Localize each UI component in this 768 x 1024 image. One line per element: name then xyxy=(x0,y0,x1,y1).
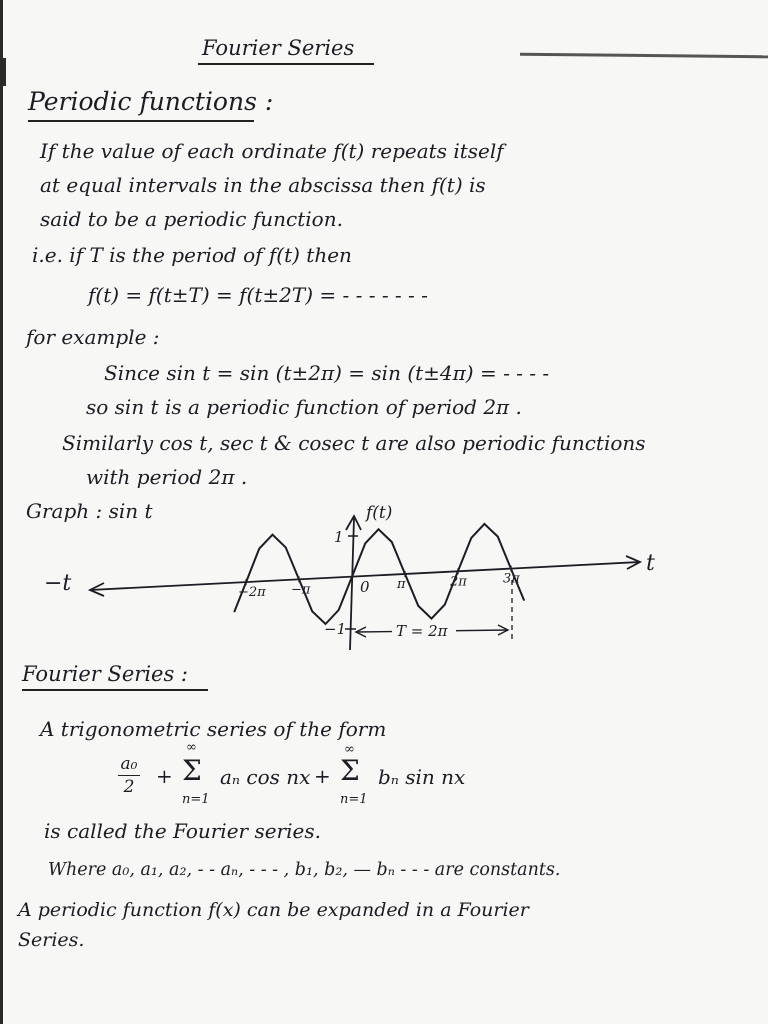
cosine-term: aₙ cos nx xyxy=(220,765,311,789)
x-tick-label: 2π xyxy=(450,574,467,590)
definition-line-2: at equal intervals in the abscissa then f(t) is xyxy=(40,173,486,197)
fourier-series-formula xyxy=(118,740,518,812)
sum-symbol: Σ xyxy=(182,754,202,787)
fourier-series-heading: Fourier Series : xyxy=(22,662,189,686)
pen-stroke xyxy=(520,53,768,59)
sine-term: bₙ sin nx xyxy=(378,765,466,789)
example-period: with period 2π . xyxy=(86,465,248,489)
y-tick-label-1: 1 xyxy=(334,528,344,546)
example-sine-equation: Since sin t = sin (t±2π) = sin (t±4π) = - - - - xyxy=(104,361,550,385)
heading-underline xyxy=(22,689,208,691)
definition-line-1: If the value of each ordinate f(t) repeats itself xyxy=(40,139,504,163)
expansion-statement: A periodic function f(x) can be expanded in a Fourier xyxy=(18,899,529,921)
example-sine-conclusion: so sin t is a periodic function of period 2π . xyxy=(86,395,522,419)
graph-label: Graph : sin t xyxy=(26,499,153,523)
a0-numerator: a₀ xyxy=(120,754,138,774)
example-other-functions: Similarly cos t, sec t & cosec t are also periodic functions xyxy=(62,431,646,455)
example-label: for example : xyxy=(26,325,160,349)
sum-lower-limit: n=1 xyxy=(340,792,368,807)
plus-sign: + xyxy=(156,764,173,788)
page-edge-mark xyxy=(0,58,6,86)
sine-graph xyxy=(0,490,768,660)
t-axis-label: t xyxy=(646,551,655,576)
series-definition: is called the Fourier series. xyxy=(44,819,321,843)
series-intro: A trigonometric series of the form xyxy=(40,717,387,741)
x-tick-label: π xyxy=(397,577,406,592)
constants-statement: Where a₀, a₁, a₂, - - aₙ, - - - , b₁, b₂, — bₙ - - - are constants. xyxy=(48,860,561,880)
x-tick-label: −π xyxy=(291,582,311,598)
a0-over-2 xyxy=(118,754,140,797)
f-axis xyxy=(350,518,354,650)
neg-t-axis-label: −t xyxy=(44,571,72,596)
page-title: Fourier Series xyxy=(202,36,355,60)
definition-line-3: said to be a periodic function. xyxy=(40,207,343,231)
sum-lower-limit: n=1 xyxy=(182,792,210,807)
period-label: T = 2π xyxy=(396,622,448,640)
expansion-statement-end: Series. xyxy=(18,929,85,951)
title-underline xyxy=(198,63,374,65)
origin-label: 0 xyxy=(360,578,370,596)
f-axis-label: f(t) xyxy=(366,503,393,523)
fraction-bar xyxy=(118,775,140,776)
sum-symbol: Σ xyxy=(340,754,360,787)
plus-sign: + xyxy=(314,764,331,788)
period-statement: i.e. if T is the period of f(t) then xyxy=(32,243,352,267)
x-tick-label: −2π xyxy=(238,585,266,601)
sum-upper-limit: ∞ xyxy=(186,740,197,755)
periodicity-equation: f(t) = f(t±T) = f(t±2T) = - - - - - - - xyxy=(88,283,428,307)
sine-curve xyxy=(234,524,524,624)
periodic-functions-heading: Periodic functions : xyxy=(28,87,274,116)
x-tick-label: 3π xyxy=(503,571,520,587)
heading-underline xyxy=(28,120,254,122)
sum-upper-limit: ∞ xyxy=(344,742,355,757)
a0-denominator: 2 xyxy=(123,777,135,798)
y-tick-label-neg-1: −1 xyxy=(324,620,347,638)
